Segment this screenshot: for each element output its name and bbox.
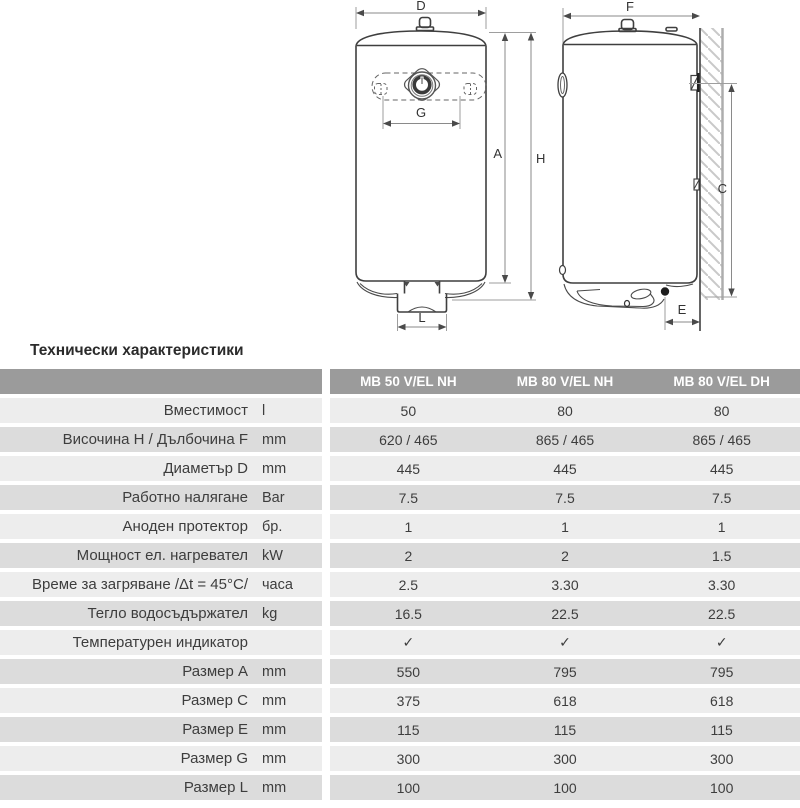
spec-row — [0, 427, 800, 452]
drain-valve — [661, 287, 669, 295]
row-label: Височина H / Дълбочина F — [62, 431, 248, 448]
cell-value: 618 — [710, 692, 734, 709]
cell-value: 100 — [396, 779, 421, 796]
cell-value: 795 — [553, 663, 577, 680]
row-unit: l — [262, 402, 266, 419]
cell-value: ✓ — [402, 634, 415, 650]
mounting-slot-right — [464, 84, 477, 95]
cell-value: ✓ — [715, 634, 728, 650]
row-label: Размер A — [182, 663, 248, 680]
cell-value: 2 — [404, 547, 413, 564]
page-title: Технически характеристики — [30, 342, 244, 359]
row-unit: mm — [262, 460, 287, 477]
cell-value: 3.30 — [708, 576, 736, 593]
wall-bracket-middle — [694, 179, 699, 190]
row-label: Работно налягане — [122, 489, 248, 506]
technical-drawings — [0, 0, 800, 338]
front-view-diagram — [356, 0, 545, 331]
row-unit: mm — [262, 431, 287, 448]
column-header-mb80-v-el-nh: MB 80 V/EL NH — [516, 374, 614, 389]
cell-value: 100 — [553, 779, 577, 796]
dim-label-F: F — [626, 0, 634, 14]
row-label: Размер E — [182, 721, 248, 738]
table-body — [0, 398, 800, 800]
row-label: Тегло водосъдържател — [87, 605, 248, 622]
cell-value: 2.5 — [398, 576, 419, 593]
cell-value: 115 — [397, 721, 420, 738]
row-unit: часа — [262, 576, 293, 593]
cell-value: 1 — [404, 518, 413, 535]
cell-value: 22.5 — [551, 605, 579, 622]
cell-value: 7.5 — [711, 489, 732, 506]
cell-value: 22.5 — [708, 605, 736, 622]
row-unit: mm — [262, 692, 287, 709]
row-label: Размер G — [180, 750, 248, 767]
technical-specs-table — [0, 369, 800, 800]
row-label: Температурен индикатор — [72, 634, 248, 651]
row-label: Време за загряване /Δt = 45°C/ — [32, 576, 248, 593]
dim-label-L: L — [418, 310, 426, 325]
row-unit: kg — [262, 605, 278, 622]
cell-value: 1 — [561, 518, 569, 535]
side-view-diagram — [558, 0, 737, 331]
row-unit: mm — [262, 779, 287, 796]
cell-value: 3.30 — [551, 576, 579, 593]
cell-value: 80 — [557, 402, 573, 419]
cell-value: 7.5 — [555, 489, 575, 506]
spec-row — [0, 572, 800, 597]
table-header-row — [0, 369, 800, 394]
cell-value: 1 — [717, 518, 726, 535]
cell-value: 300 — [396, 750, 421, 767]
spec-row — [0, 688, 800, 713]
cell-value: 80 — [713, 402, 730, 419]
cell-value: 550 — [396, 663, 421, 680]
cell-value: 300 — [710, 750, 734, 767]
mounting-slot-left — [375, 84, 388, 95]
wall-hatching — [700, 28, 723, 331]
cell-value: 795 — [710, 663, 734, 680]
spec-row — [0, 775, 800, 800]
cell-value: 865 / 465 — [692, 431, 751, 448]
row-label: Размер L — [183, 779, 248, 796]
spec-row — [0, 456, 800, 481]
row-label: Диаметър D — [163, 460, 248, 477]
cell-value: 865 / 465 — [535, 431, 595, 448]
spec-row — [0, 514, 800, 539]
cell-value: ✓ — [559, 634, 571, 650]
spec-row — [0, 601, 800, 626]
temperature-indicator-emblem — [402, 66, 442, 102]
header-empty-cell — [0, 369, 322, 394]
row-unit: бр. — [262, 518, 283, 535]
spec-row — [0, 630, 800, 655]
row-unit: kW — [262, 547, 283, 564]
cell-value: 100 — [710, 779, 734, 796]
dim-label-D: D — [416, 0, 426, 13]
cell-value: 618 — [553, 692, 577, 709]
wall-bracket-top — [691, 73, 698, 92]
row-unit: Bar — [262, 489, 285, 506]
spec-row — [0, 746, 800, 771]
row-label: Вместимост — [163, 402, 248, 419]
dim-label-E: E — [677, 302, 687, 317]
cell-value: 16.5 — [394, 605, 422, 622]
spec-row — [0, 659, 800, 684]
cell-value: 300 — [553, 750, 577, 767]
cell-value: 115 — [710, 721, 733, 738]
spec-row — [0, 543, 800, 568]
water-heater-dimension-drawing — [0, 0, 800, 338]
cell-value: 620 / 465 — [379, 431, 438, 448]
column-header-mb80-v-el-dh: MB 80 V/EL DH — [673, 374, 770, 389]
cell-value: 115 — [553, 721, 577, 738]
cell-value: 375 — [396, 692, 421, 709]
row-unit: mm — [262, 750, 287, 767]
spec-row — [0, 485, 800, 510]
row-label: Размер C — [181, 692, 248, 709]
row-unit: mm — [262, 663, 287, 680]
cell-value: 50 — [400, 402, 417, 419]
cell-value: 1.5 — [711, 547, 732, 564]
dim-label-H: H — [536, 151, 546, 166]
dim-label-G: G — [415, 105, 427, 120]
cell-value: 2 — [561, 547, 569, 564]
row-unit: mm — [262, 721, 287, 738]
cell-value: 445 — [553, 460, 577, 477]
row-label: Мощност ел. нагревател — [76, 547, 248, 564]
row-label: Аноден протектор — [122, 518, 248, 535]
cell-value: 445 — [396, 460, 421, 477]
cell-value: 445 — [710, 460, 734, 477]
cell-value: 7.5 — [398, 489, 419, 506]
dim-label-A: A — [493, 146, 502, 161]
spec-row — [0, 398, 800, 423]
dim-label-C: C — [717, 181, 727, 196]
spec-row — [0, 717, 800, 742]
column-header-mb50-v-el-nh: MB 50 V/EL NH — [360, 374, 457, 389]
